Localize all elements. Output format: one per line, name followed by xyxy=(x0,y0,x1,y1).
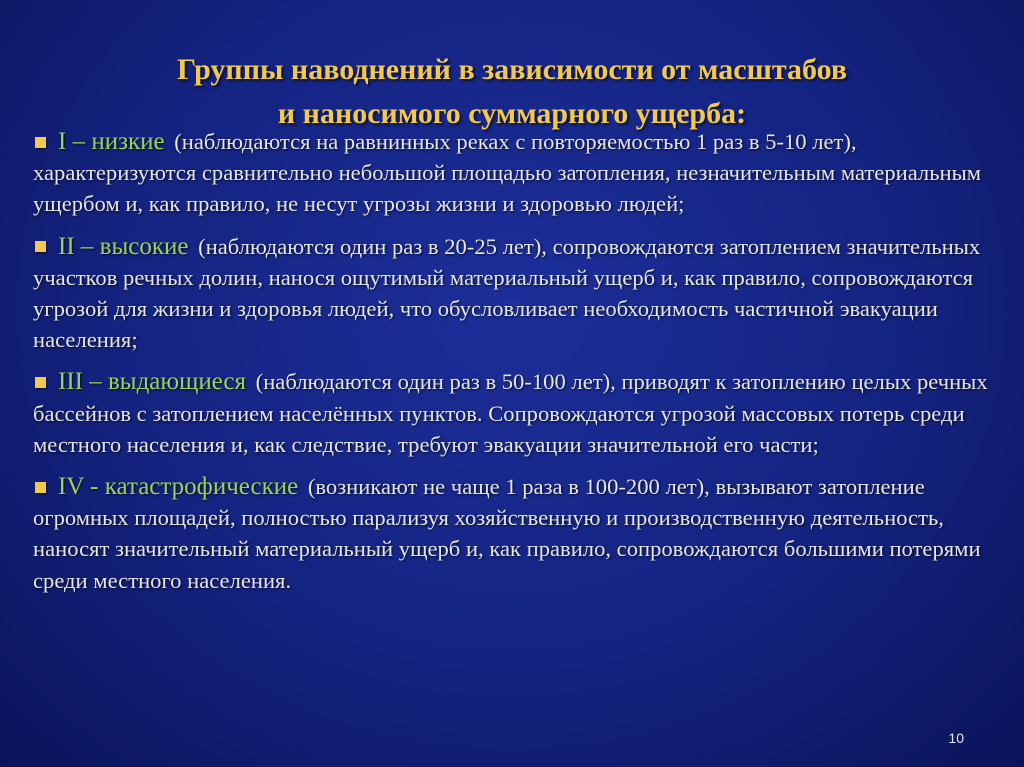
square-bullet-icon xyxy=(35,482,46,493)
bullet-item-outstanding xyxy=(33,366,993,460)
square-bullet-icon xyxy=(35,137,46,148)
bullet-item-catastrophic xyxy=(33,471,993,596)
flood-level-label: I – низкие xyxy=(58,128,165,155)
slide-title xyxy=(40,48,984,136)
flood-level-description: (наблюдаются один раз в 20-25 лет), сопровождаются затоплением значительных участков речных долин, нанося ощутимый материальный ущерб и, как правило, сопровождаются угрозой для жизни и здоровья людей, что обусловливает необходимость частичной эвакуации населения; xyxy=(33,233,981,353)
flood-level-description: (наблюдаются на равнинных реках с повторяемостью 1 раз в 5-10 лет), характеризуются сравнительно небольшой площадью затопления, незначительным материальным ущербом и, как правило, не несут угрозы жизни и здоровью людей; xyxy=(33,129,982,217)
square-bullet-icon xyxy=(35,377,46,388)
bullet-item-low xyxy=(33,126,993,220)
slide-title-line-2: и наносимого суммарного ущерба: xyxy=(277,97,747,131)
flood-level-description: (возникают не чаще 1 раза в 100-200 лет), вызывают затопление огромных площадей, полностью парализуя хозяйственную и производственную деятельность, наносят значительный материальный ущерб и, как правило, сопровождаются большими потерями среди местного населения. xyxy=(33,474,981,593)
bullet-item-high xyxy=(33,231,993,356)
flood-level-label: IV - катастрофические xyxy=(58,473,299,501)
flood-level-label: II – высокие xyxy=(58,232,189,260)
slide-title-line-1: Группы наводнений в зависимости от масштабов xyxy=(176,53,848,87)
page-number: 10 xyxy=(948,730,964,746)
square-bullet-icon xyxy=(35,241,46,252)
flood-groups-list xyxy=(33,126,993,607)
flood-level-description: (наблюдаются один раз в 50-100 лет), приводят к затоплению целых речных бассейнов с затоплением населённых пунктов. Сопровождаются угрозой массовых потерь среди местного населения и, как следствие, требуют эвакуации значительной его части; xyxy=(33,369,988,457)
flood-level-label: III – выдающиеся xyxy=(58,368,247,396)
